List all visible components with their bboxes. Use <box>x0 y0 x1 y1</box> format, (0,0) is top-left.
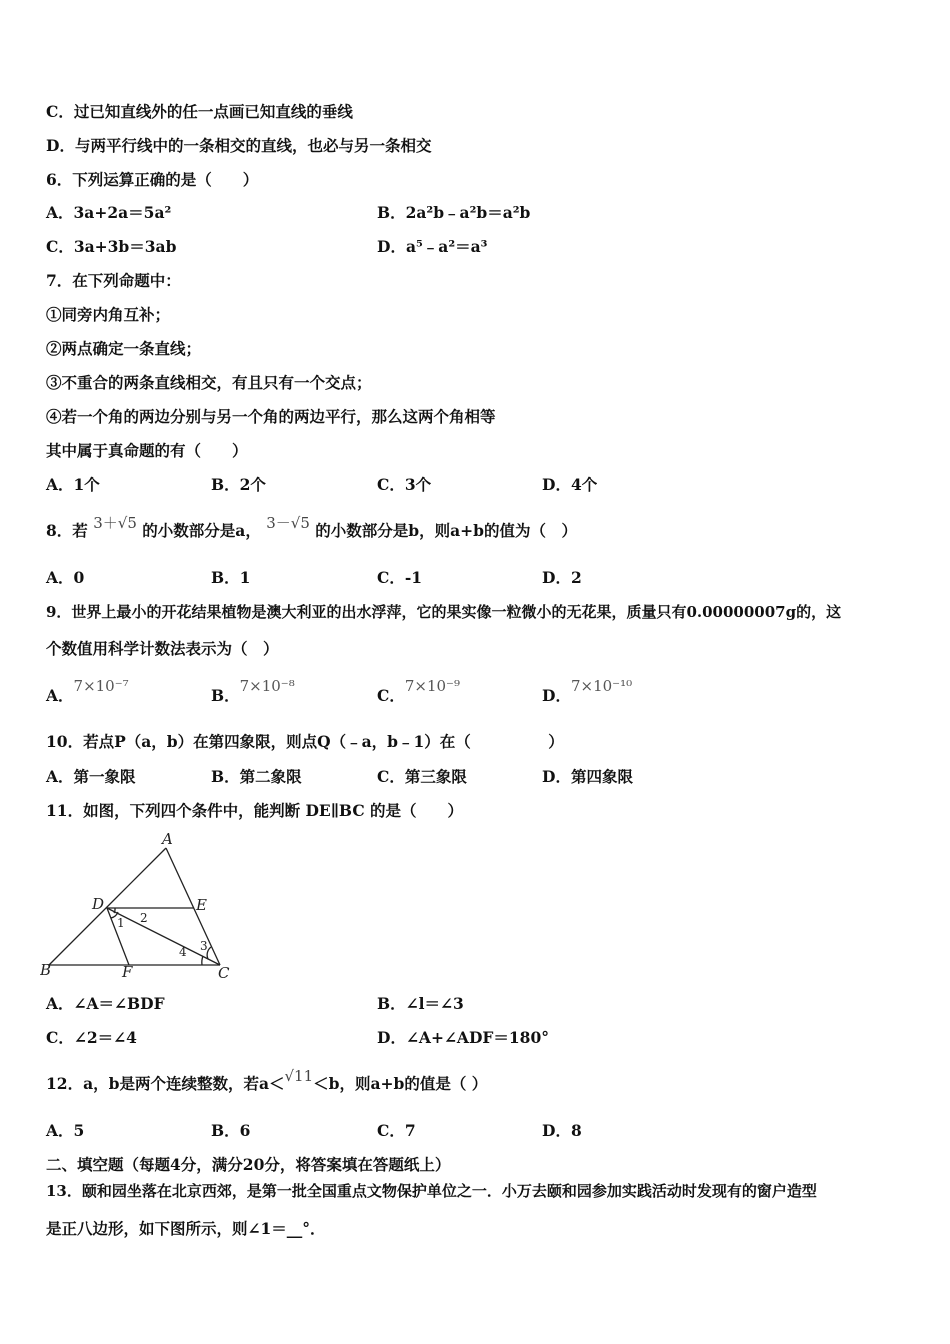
q10-option-d: D．第四象限 <box>542 767 633 786</box>
q9-stem-line-1: 9．世界上最小的开花结果植物是澳大利亚的出水浮萍，它的果实像一粒微小的无花果，质量只有0.00000007g的，这 <box>46 603 842 621</box>
q8-text-2: 的小数部分是a， <box>142 521 261 540</box>
q7-option-c: C．3个 <box>377 475 432 494</box>
q8-option-a: A．0 <box>46 568 85 587</box>
q8-option-b: B．1 <box>211 568 251 587</box>
q11-option-d: D．∠A+∠ADF＝180° <box>377 1028 550 1047</box>
q8-option-c: C．-1 <box>377 568 423 587</box>
vertex-label-e: E <box>196 896 207 914</box>
vertex-label-f: F <box>122 963 133 978</box>
q9-option-b <box>211 677 295 707</box>
q12-expression: √11 <box>284 1067 314 1085</box>
q12-stem <box>46 1067 488 1095</box>
q9-option-b-value: 7×10⁻⁸ <box>239 677 295 695</box>
angle-label-3: 3 <box>200 939 208 953</box>
q9-option-a-value: 7×10⁻⁷ <box>73 677 129 695</box>
q13-stem-line-1: 13．颐和园坐落在北京西郊，是第一批全国重点文物保护单位之一．小万去颐和园参加实践活动时发现有的窗户造型 <box>46 1182 817 1200</box>
q13-stem-line-2: 是正八边形，如下图所示，则∠1＝__°． <box>46 1219 326 1238</box>
q9-option-d-label: D． <box>542 686 571 705</box>
q9-option-a <box>46 677 129 707</box>
q7-proposition-2: ②两点确定一条直线； <box>46 339 202 358</box>
q8-text-3: 的小数部分是b，则a+b的值为（ ） <box>315 521 578 540</box>
q9-option-d <box>542 677 633 707</box>
q12-option-a: A．5 <box>46 1121 85 1140</box>
q8-expression-2: 3－√5 <box>266 514 310 532</box>
q12-option-b: B．6 <box>211 1121 251 1140</box>
q9-option-c-label: C． <box>377 686 405 705</box>
angle-label-4: 4 <box>179 945 187 959</box>
q7-option-b: B．2个 <box>211 475 266 494</box>
q7-proposition-4: ④若一个角的两边分别与另一个角的两边平行，那么这两个角相等 <box>46 407 496 426</box>
q12-text-2: ＜b，则a+b的值是（ ） <box>313 1074 488 1093</box>
q7-ask: 其中属于真命题的有（ ） <box>46 441 248 460</box>
q5-option-d: D．与两平行线中的一条相交的直线，也必与另一条相交 <box>46 136 432 155</box>
q12-option-d: D．8 <box>542 1121 582 1140</box>
q7-option-d: D．4个 <box>542 475 598 494</box>
q8-text-1: 若 <box>72 521 88 540</box>
q6-stem: 6．下列运算正确的是（ ） <box>46 170 259 189</box>
q7-proposition-3: ③不重合的两条直线相交，有且只有一个交点； <box>46 373 372 392</box>
angle-label-1: 1 <box>117 916 125 930</box>
q8-expression-1: 3＋√5 <box>93 514 137 532</box>
q6-option-d: D．a⁵﹣a²＝a³ <box>377 237 488 256</box>
q11-option-a: A．∠A＝∠BDF <box>46 994 165 1013</box>
q8-option-d: D．2 <box>542 568 582 587</box>
q9-option-a-label: A． <box>46 686 74 705</box>
q9-option-b-label: B． <box>211 686 240 705</box>
q7-proposition-1: ①同旁内角互补； <box>46 305 171 324</box>
q10-option-c: C．第三象限 <box>377 767 467 786</box>
q6-option-c: C．3a+3b＝3ab <box>46 237 177 256</box>
q9-option-c-value: 7×10⁻⁹ <box>404 677 460 695</box>
q10-stem: 10．若点P（a，b）在第四象限，则点Q（﹣a，b﹣1）在（ ） <box>46 732 564 751</box>
vertex-label-c: C <box>218 964 230 978</box>
q8-number: 8． <box>46 521 73 540</box>
section-2-heading: 二、填空题（每题4分，满分20分，将答案填在答题纸上） <box>46 1155 451 1174</box>
q12-text-1: 12．a，b是两个连续整数，若a＜ <box>46 1074 285 1093</box>
q9-stem-line-2: 个数值用科学计数法表示为（ ） <box>46 639 279 658</box>
q10-option-b: B．第二象限 <box>211 767 302 786</box>
q9-option-c <box>377 677 460 707</box>
vertex-label-d: D <box>92 895 105 913</box>
triangle-figure <box>40 828 240 978</box>
q7-option-a: A．1个 <box>46 475 100 494</box>
q7-stem: 7．在下列命题中： <box>46 271 181 290</box>
q9-option-d-value: 7×10⁻¹⁰ <box>570 677 633 695</box>
q11-stem: 11．如图，下列四个条件中，能判断 DE∥BC 的是（ ） <box>46 801 464 820</box>
q11-option-b: B．∠l＝∠3 <box>377 994 464 1013</box>
q5-option-c: C．过已知直线外的任一点画已知直线的垂线 <box>46 102 353 121</box>
q12-option-c: C．7 <box>377 1121 416 1140</box>
q8-stem <box>46 514 578 542</box>
vertex-label-b: B <box>40 961 52 978</box>
q10-option-a: A．第一象限 <box>46 767 136 786</box>
q6-option-b: B．2a²b﹣a²b＝a²b <box>377 203 531 222</box>
q11-option-c: C．∠2＝∠4 <box>46 1028 137 1047</box>
q6-option-a: A．3a+2a＝5a² <box>46 203 172 222</box>
angle-label-2: 2 <box>140 911 148 925</box>
vertex-label-a: A <box>162 830 173 848</box>
